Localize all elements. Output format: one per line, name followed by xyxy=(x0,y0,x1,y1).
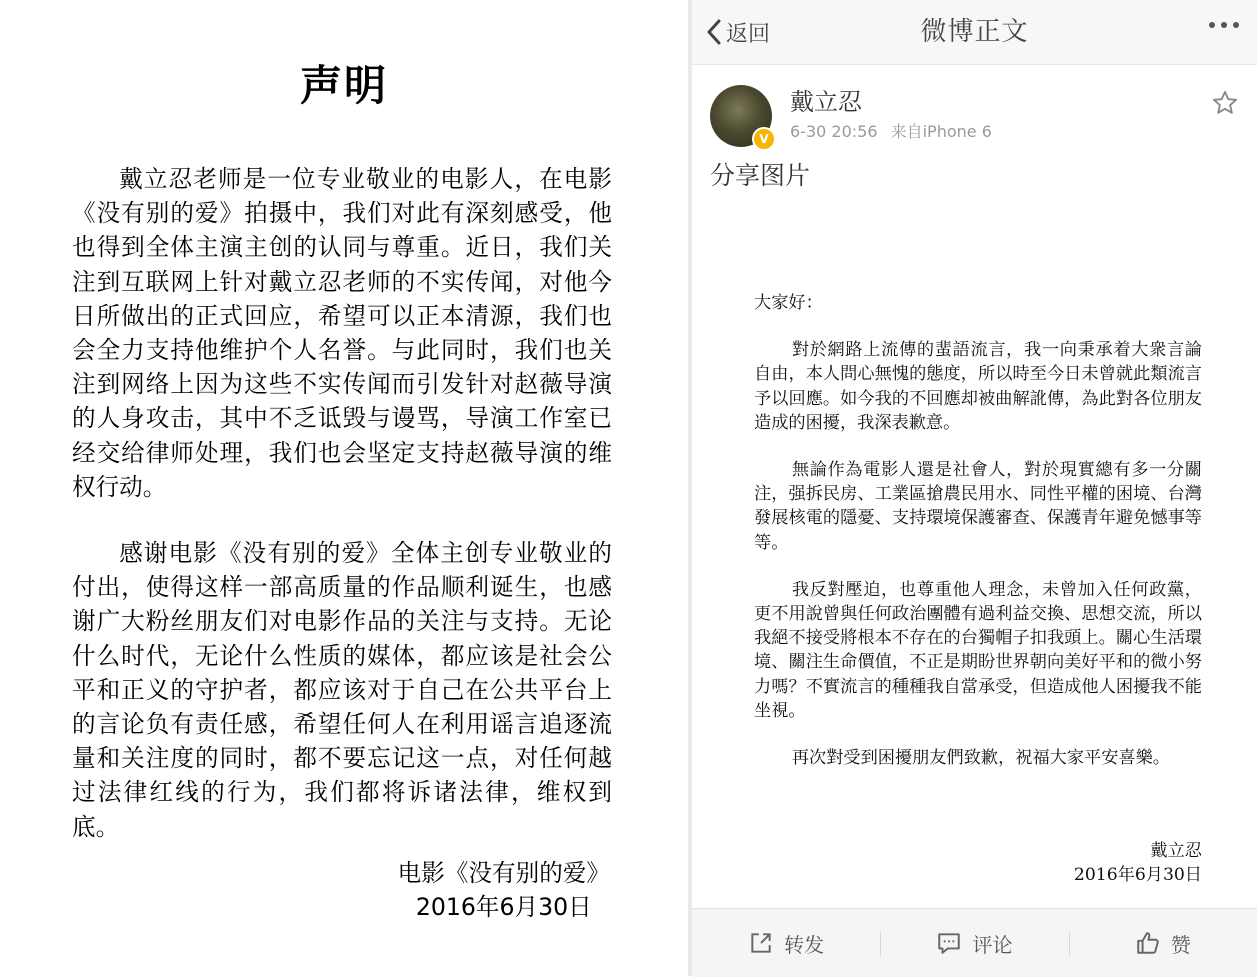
post-content xyxy=(692,65,1257,908)
letter-paragraph: 再次對受到困擾朋友們致歉，祝福大家平安喜樂。 xyxy=(791,748,1170,769)
repost-label: 转发 xyxy=(784,932,825,957)
statement-date: 2016年6月30日 xyxy=(415,893,592,921)
nav-bar xyxy=(692,0,1257,65)
comment-button[interactable] xyxy=(880,909,1068,977)
statement-paragraph: 戴立忍老师是一位专业敬业的电影人，在电影《没有别的爱》拍摄中，我们对此有深刻感受，他也得到全体主演主创的认同与尊重。近日，我们关注到互联网上针对戴立忍老师的不实传闻，对他今日所做出的正式回应，希望可以正本清源，我们也会全力支持他维护个人名誉。与此同时，我们也关注到网络上因为这些不实传闻而引发针对赵薇导演的人身攻击，其中不乏诋毁与谩骂，导演工作室已经交给律师处理，我们也会坚定支持赵薇导演的维权行动。 xyxy=(72,165,612,501)
letter-signature-block xyxy=(1074,839,1202,887)
like-label: 赞 xyxy=(1170,932,1191,957)
comment-icon xyxy=(936,930,962,956)
post-username[interactable]: 戴立忍 xyxy=(790,88,862,116)
statement-body xyxy=(72,162,612,844)
comment-label: 评论 xyxy=(972,932,1013,957)
letter-paragraph: 我反對壓迫，也尊重他人理念，未曾加入任何政黨，更不用說曾與任何政治團體有過利益交換、思想交流，所以我絕不接受將根本不存在的台獨帽子扣我頭上。關心生活環境、關注生命價值，不正是期盼世界朝向美好平和的微小努力嗎？不實流言的種種我自當承受，但造成他人困擾我不能坐視。 xyxy=(754,579,1202,721)
post-text: 分享图片 xyxy=(710,161,811,190)
weibo-panel xyxy=(692,0,1257,976)
post-source: 来自iPhone 6 xyxy=(890,122,992,141)
letter-paragraph: 對於網路上流傳的蜚語流言，我一向秉承着大衆言論自由，本人問心無愧的態度，所以時至今日未曾就此類流言予以回應。如今我的不回應却被曲解訛傳，為此對各位朋友造成的困擾，我深表歉意。 xyxy=(754,340,1202,433)
post-meta xyxy=(790,121,992,143)
action-toolbar xyxy=(692,908,1257,977)
verified-badge-icon: V xyxy=(752,127,776,151)
letter-date: 2016年6月30日 xyxy=(1073,865,1202,885)
post-time: 6-30 20:56 xyxy=(790,122,878,141)
statement-title: 声明 xyxy=(299,61,388,110)
more-options-icon[interactable] xyxy=(1209,22,1239,28)
repost-button[interactable] xyxy=(692,909,880,977)
favorite-star-icon[interactable] xyxy=(1211,89,1239,121)
statement-signature-block xyxy=(398,856,610,924)
letter-paragraph: 無論作為電影人還是社會人，對於現實總有多一分關注，强拆民房、工業區搶農民用水、同性平權的困境、台灣發展核電的隱憂、支持環境保護審查、保護青年避免憾事等等。 xyxy=(754,460,1202,553)
thumbs-up-icon xyxy=(1135,930,1161,956)
letter-greeting: 大家好： xyxy=(754,293,823,313)
letter-image[interactable] xyxy=(754,291,1202,885)
like-button[interactable] xyxy=(1069,909,1257,977)
statement-signature: 电影《没有别的爱》 xyxy=(397,859,610,887)
page-title: 微博正文 xyxy=(920,17,1029,47)
back-label: 返回 xyxy=(726,21,771,47)
letter-signature: 戴立忍 xyxy=(1150,841,1202,861)
statement-paragraph: 感谢电影《没有别的爱》全体主创专业敬业的付出，使得这样一部高质量的作品顺利诞生，也感谢广大粉丝朋友们对电影作品的关注与支持。无论什么时代，无论什么性质的媒体，都应该是社会公平和正义的守护者，都应该对于自己在公共平台上的言论负有责任感，希望任何人在利用谣言追逐流量和关注度的同时，都不要忘记这一点，对任何越过法律红线的行为，我们都将诉诸法律，维权到底。 xyxy=(72,539,612,841)
repost-icon xyxy=(748,930,774,956)
